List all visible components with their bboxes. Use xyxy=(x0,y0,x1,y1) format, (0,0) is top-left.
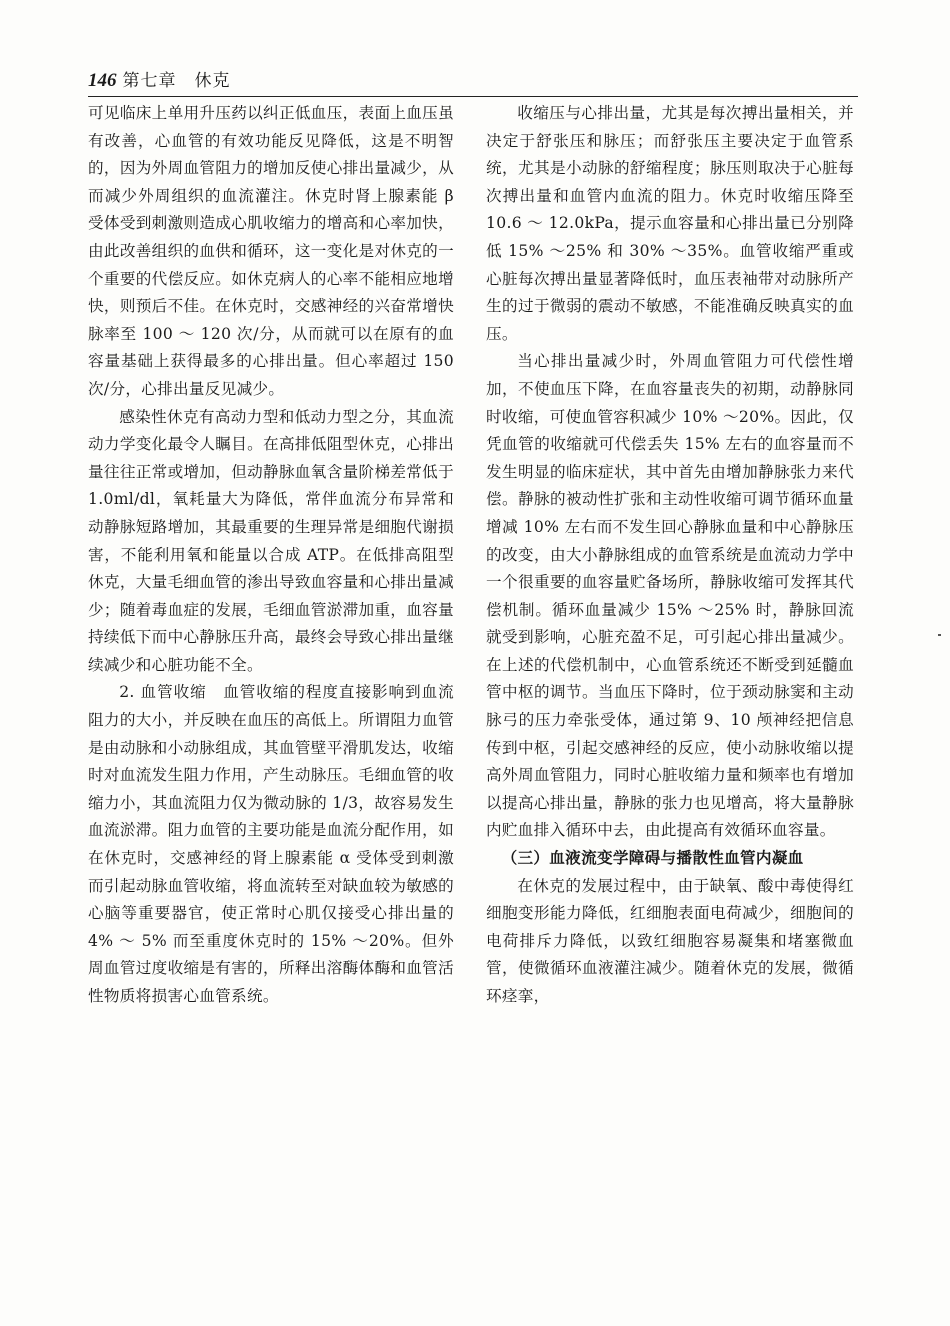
left-column xyxy=(88,100,454,1011)
paragraph: 感染性休克有高动力型和低动力型之分，其血流动力学变化最令人瞩目。在高排低阻型休克，心排出量往往正常或增加，但动静脉血氧含量阶梯差常低于 1.0ml/dl，氧耗量大为降低，常伴血流分布异常和动静脉短路增加，其最重要的生理异常是细胞代谢损害，不能利用氧和能量以合成 ATP。在低排高阻型休克，大量毛细血管的渗出导致血容量和心排出量减少；随着毒血症的发展，毛细血管淤滞加重，血容量持续低下而中心静脉压升高，最终会导致心排出量继续减少和心脏功能不全。 xyxy=(88,407,454,674)
chapter-title: 第七章 休克 xyxy=(122,71,231,91)
paragraph: 可见临床上单用升压药以纠正低血压，表面上血压虽有改善，心血管的有效功能反见降低，这是不明智的，因为外周血管阻力的增加反使心排出量减少，从而减少外周组织的血流灌注。休克时肾上腺素能 β 受体受到刺激则造成心肌收缩力的增高和心率加快，由此改善组织的血供和循环，这一变化是对休克的一个重要的代偿反应。如休克病人的心率不能相应地增快，则预后不佳。在休克时，交感神经的兴奋常增快脉率至 100 ～ 120 次/分，从而就可以在原有的血容量基础上获得最多的心排出量。但心率超过 150 次/分，心排出量反见减少。 xyxy=(88,104,454,398)
running-header xyxy=(88,66,231,90)
header-rule xyxy=(88,96,858,97)
paragraph: 在休克的发展过程中，由于缺氧、酸中毒使得红细胞变形能力降低，红细胞表面电荷减少，细胞间的电荷排斥力降低，以致红细胞容易凝集和堵塞微血管，使微循环血液灌注减少。随着休克的发展，微循环痉挛， xyxy=(486,876,854,1005)
paragraph: 收缩压与心排出量，尤其是每次搏出量相关，并决定于舒张压和脉压；而舒张压主要决定于血管系统，尤其是小动脉的舒缩程度；脉压则取决于心脏每次搏出量和血管内血流的阻力。休克时收缩压降至 10.6 ～ 12.0kPa，提示血容量和心排出量已分别降低 15% ～25% 和 30% ～35%。血管收缩严重或心脏每次搏出量显著降低时，血压表袖带对动脉所产生的过于微弱的震动不敏感，不能准确反映真实的血压。 xyxy=(486,104,854,343)
section-heading: （三）血液流变学障碍与播散性血管内凝血 xyxy=(501,849,804,868)
right-column xyxy=(486,100,854,1011)
paragraph: 2. 血管收缩 血管收缩的程度直接影响到血流阻力的大小，并反映在血压的高低上。所谓阻力血管是由动脉和小动脉组成，其血管壁平滑肌发达，收缩时对血流发生阻力作用，产生动脉压。毛细血管的收缩力小，其血流阻力仅为微动脉的 1/3，故容易发生血流淤滞。阻力血管的主要功能是血流分配作用，如在休克时，交感神经的肾上腺素能 α 受体受到刺激而引起动脉血管收缩，将血流转至对缺血较为敏感的心脑等重要器官，使正常时心肌仅接受心排出量的 4% ～ 5% 而至重度休克时的 15% ～20%。但外周血管过度收缩是有害的，所释出溶酶体酶和血管活性物质将损害心血管系统。 xyxy=(88,683,454,1005)
page-number: 146 xyxy=(88,70,117,91)
paragraph: 当心排出量减少时，外周血管阻力可代偿性增加，不使血压下降，在血容量丧失的初期，动静脉同时收缩，可使血管容积减少 10% ～20%。因此，仅凭血管的收缩就可代偿丢失 15% 左右的血容量而不发生明显的临床症状，其中首先由增加静脉张力来代偿。静脉的被动性扩张和主动性收缩可调节循环血量增减 10% 左右而不发生回心静脉血量和中心静脉压的改变，由大小静脉组成的血管系统是血流动力学中一个很重要的血容量贮备场所，静脉收缩可发挥其代偿机制。循环血量减少 15% ～25% 时，静脉回流就受到影响，心脏充盈不足，可引起心排出量减少。在上述的代偿机制中，心血管系统还不断受到延髓血管中枢的调节。当血压下降时，位于颈动脉窦和主动脉弓的压力牵张受体，通过第 9、10 颅神经把信息传到中枢，引起交感神经的反应，使小动脉收缩以提高外周血管阻力，同时心脏收缩力量和频率也有增加以提高心排出量，静脉的张力也见增高，将大量静脉内贮血排入循环中去，由此提高有效循环血容量。 xyxy=(486,352,854,840)
margin-mark xyxy=(938,634,941,636)
